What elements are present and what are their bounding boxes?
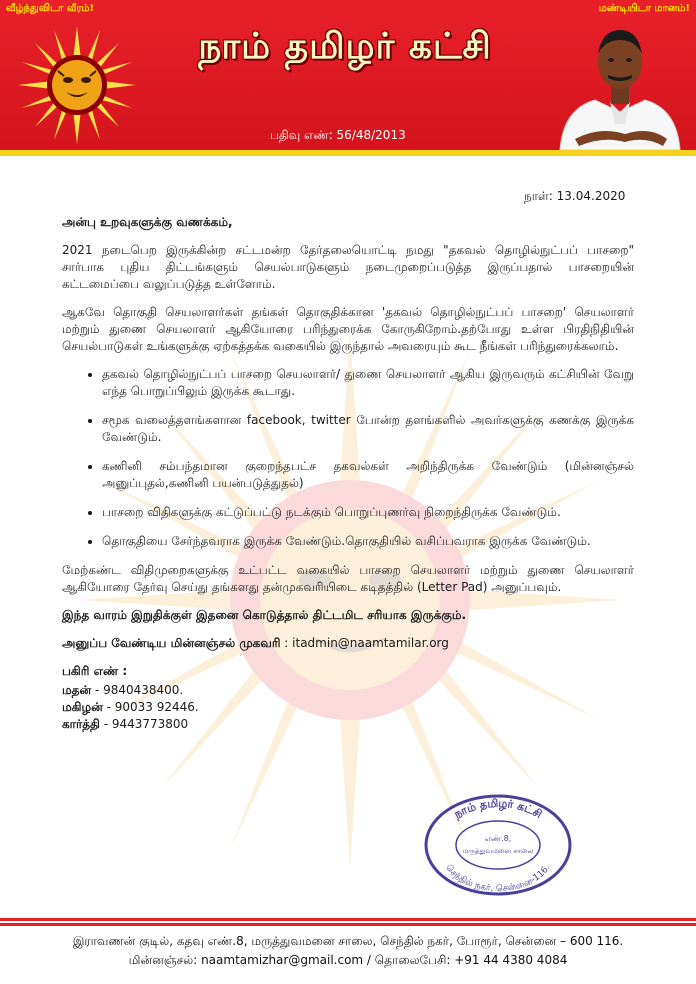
contact-number: - 9443773800 — [103, 717, 189, 731]
contact-row — [62, 699, 634, 716]
leader-photo-icon — [555, 14, 685, 150]
criteria-list — [62, 366, 634, 550]
seal-line2: மருத்துவமனை சாலை — [462, 847, 534, 855]
list-item: • சமூக வலைத்தளங்களான facebook, twitter போன்ற தளங்களில் அவர்களுக்கு கணக்கு இருக்க வேண்டும். — [102, 412, 634, 446]
salutation: அன்பு உறவுகளுக்கு வணக்கம், — [62, 215, 233, 229]
email-line — [62, 635, 634, 652]
email-label: அனுப்ப வேண்டிய மின்னஞ்சல் முகவரி — [62, 636, 281, 650]
list-item: • தகவல் தொழில்நுட்பப் பாசறை செயலாளர்/ துணை செயலாளர் ஆகிய இருவரும் கட்சியின் வேறு எந்த பொறுப்பிலும் இருக்க கூடாது. — [102, 366, 634, 400]
contact-number: - 90033 92446. — [106, 700, 199, 714]
contact-row — [62, 716, 634, 733]
contact-number: - 9840438400. — [94, 683, 184, 697]
list-item: • பாசறை விதிகளுக்கு கட்டுப்பட்டு நடக்கும் பொறுப்புணர்வு நிறைந்திருக்க வேண்டும். — [102, 504, 634, 521]
seal-line1: எண்.8, — [484, 834, 512, 843]
footer-divider — [0, 918, 696, 921]
contact-name: மதன் — [62, 683, 92, 697]
letterhead-footer — [0, 932, 696, 970]
footer-contact: மின்னஞ்சல்: naamtamizhar@gmail.com / தொலைபேசி: +91 44 4380 4084 — [128, 953, 568, 967]
header-yellow-stripe — [0, 150, 696, 156]
seal-bottom-text: செந்தில் நகர், சென்னை-116. — [443, 862, 553, 895]
letter-date: நாள்: 13.04.2020 — [524, 189, 626, 203]
paragraph-deadline: இந்த வாரம் இறுதிக்குள் இதனை கொடுத்தால் திட்டமிட சரியாக இருக்கும். — [62, 608, 467, 622]
contact-name: கார்த்தி — [62, 717, 100, 731]
contact-name: மகிழன் — [62, 700, 103, 714]
paragraph-intro: 2021 நடைபெற இருக்கின்ற சட்டமன்ற தேர்தலையொட்டி நமது "தகவல் தொழில்நுட்பப் பாசறை" சார்பாக புதிய திட்டங்களும் செயல்பாடுகளும் நடைமுறைப்படுத்த இருப்பதால் பாசறையின் கட்டமைப்பை வலுப்படுத்த உள்ளோம். — [62, 243, 634, 291]
official-seal — [422, 793, 574, 897]
slogan-right: மண்டியிடா மானம்! — [598, 3, 690, 14]
email-address[interactable]: : itadmin@naamtamilar.org — [284, 636, 449, 650]
list-item: • தொகுதியை சேர்ந்தவராக இருக்க வேண்டும்.தொகுதியில் வசிப்பவராக இருக்க வேண்டும். — [102, 533, 634, 550]
slogan-left: வீழ்ந்துவிடா வீரம்! — [6, 3, 95, 14]
letterhead-header — [0, 0, 696, 150]
letter-body — [62, 214, 634, 733]
footer-divider — [0, 923, 696, 926]
contact-row — [62, 682, 634, 699]
contact-title: பகிரி எண் : — [62, 664, 128, 678]
seal-top-text: நாம் தமிழர் கட்சி — [452, 796, 545, 821]
tiger-logo-icon — [18, 26, 136, 144]
contact-block — [62, 663, 634, 733]
list-item: • கணினி சம்பந்தமான குறைந்தபட்ச தகவல்கள் அறிந்திருக்க வேண்டும் (மின்னஞ்சல் அனுப்புதல்,கணினி பயன்படுத்துதல்) — [102, 458, 634, 492]
paragraph-request: ஆகவே தொகுதி செயலாளர்கள் தங்கள் தொகுதிக்கான 'தகவல் தொழில்நுட்பப் பாசறை' செயலாளர் மற்றும் துணை செயலாளர் ஆகியோரை பரிந்துரைக்க கோருகிறோம்.தற்போது உள்ள பிரதிநிதியின் செயல்பாடுகள் உங்களுக்கு ஏற்கத்தக்க வகையில் இருந்தால் அவரையும் கூட நீங்கள் பரிந்துரைக்கலாம். — [62, 305, 634, 353]
paragraph-instructions: மேற்கண்ட விதிமுறைகளுக்கு உட்பட்ட வகையில் பாசறை செயலாளர் மற்றும் துணை செயலாளர் ஆகியோரை தேர்வு செய்து தங்களது தன்முகவரியிடை கடிதத்தில் (Letter Pad) அனுப்பவும். — [62, 563, 634, 594]
party-name: நாம் தமிழர் கட்சி — [198, 26, 492, 67]
footer-address: இராவணன் குடில், கதவு எண்.8, மருத்துவமனை சாலை, செந்தில் நகர், போரூர், சென்னை – 600 116. — [72, 934, 624, 948]
registration-number: பதிவு எண்: 56/48/2013 — [270, 128, 406, 142]
